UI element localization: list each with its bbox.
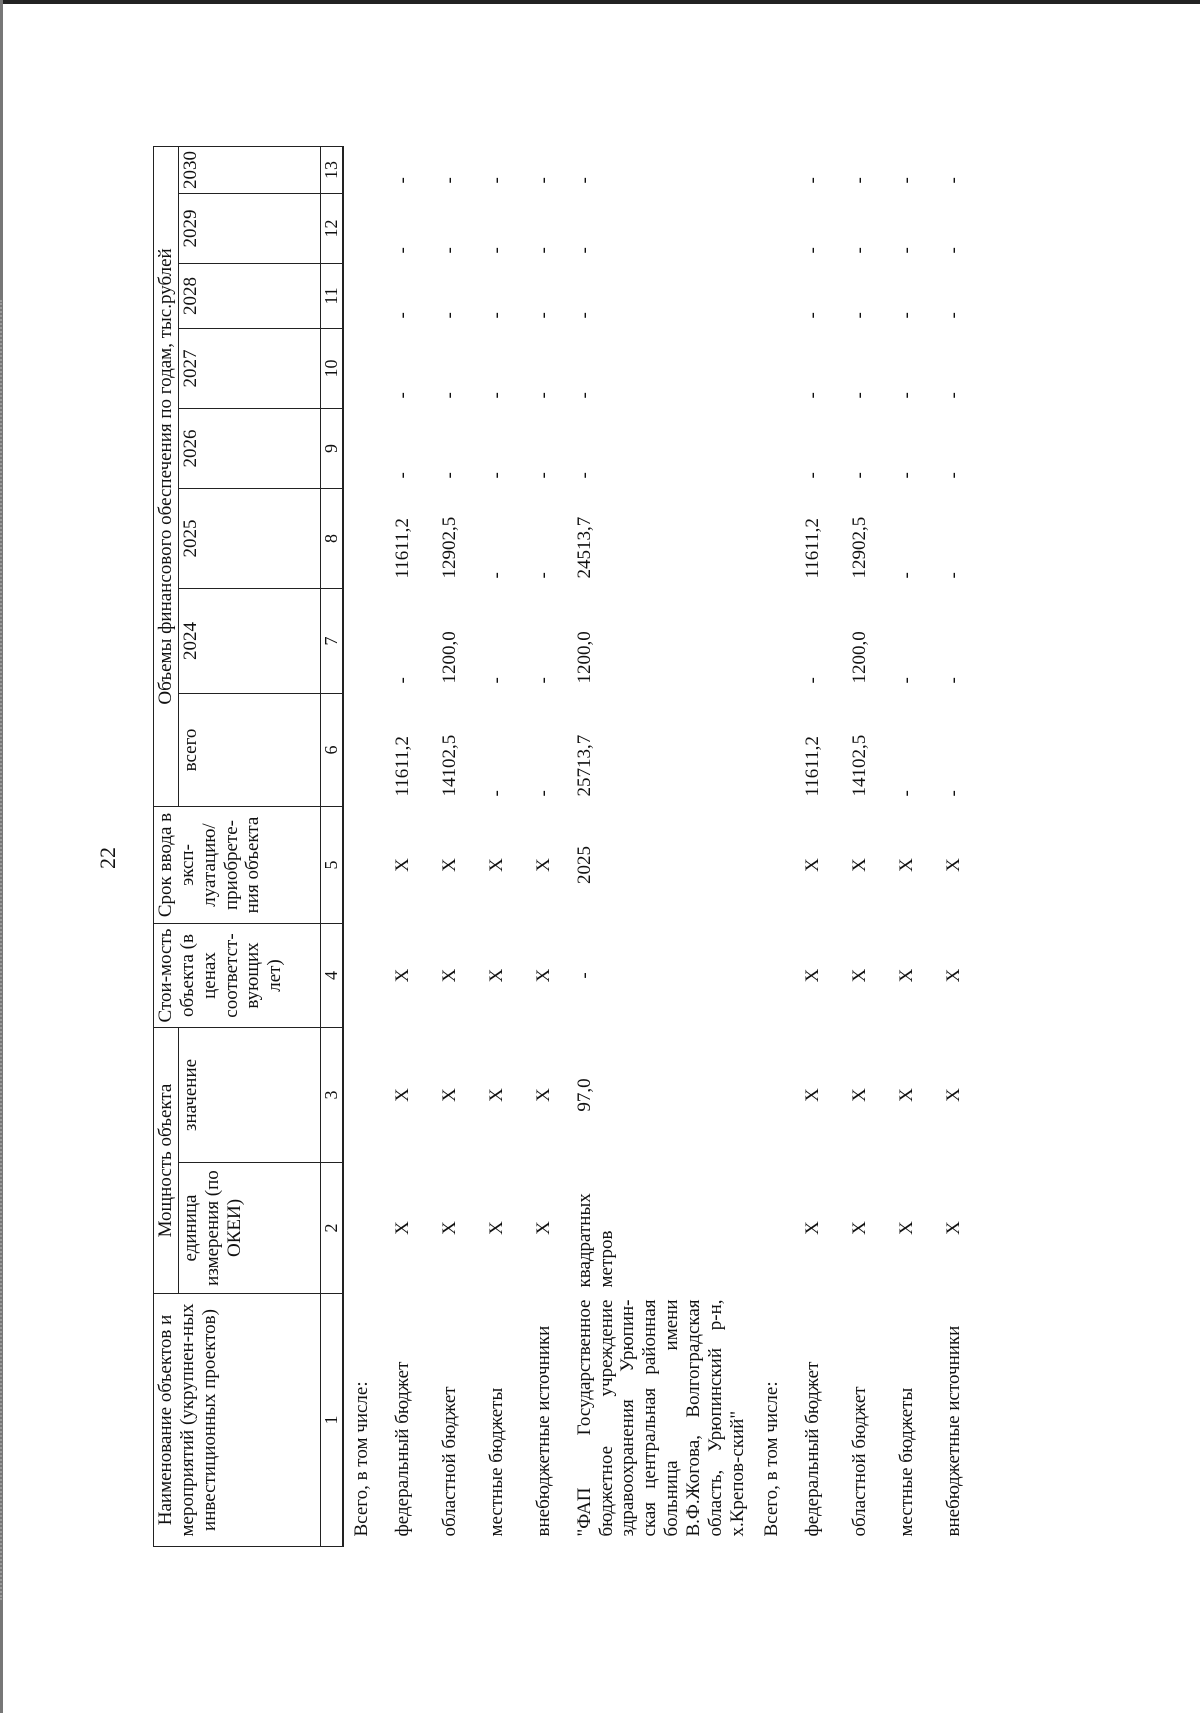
table-cell: X [849, 1088, 871, 1102]
table-cell: X [533, 968, 555, 983]
table-cell: - [943, 572, 965, 579]
table-row [931, 146, 978, 1546]
table-cell: X [943, 1088, 965, 1102]
header-year-2030: 2030 [179, 146, 321, 193]
table-body [343, 146, 978, 1546]
table-cell: X [439, 1221, 461, 1235]
table-cell: - [392, 312, 414, 319]
table-cell: - [533, 790, 555, 797]
table-cell: X [802, 968, 824, 983]
table-cell: - [896, 572, 918, 579]
header-year-2028: 2028 [179, 264, 321, 329]
table-cell: - [486, 677, 508, 684]
table-cell: X [849, 858, 871, 872]
table-row [837, 146, 884, 1546]
column-number: 3 [321, 1028, 343, 1163]
table-cell: - [573, 312, 595, 319]
row-name: Всего, в том числе: [350, 1381, 372, 1537]
table-cell: квадратных метров [573, 1193, 617, 1288]
table-cell [754, 146, 790, 193]
table-cell: - [533, 312, 555, 319]
table-cell [754, 1163, 790, 1294]
table-cell: - [849, 392, 871, 399]
table-cell: - [896, 312, 918, 319]
table-cell: X [439, 1088, 461, 1102]
table-row [427, 146, 474, 1546]
table-cell [343, 489, 380, 589]
table-row-subtotal [754, 146, 790, 1546]
table-cell: - [486, 177, 508, 184]
table-cell: X [896, 858, 918, 872]
table-cell: X [533, 1221, 555, 1235]
table-cell: - [439, 392, 461, 399]
column-number: 9 [321, 409, 343, 489]
table-cell: - [573, 392, 595, 399]
table-cell: - [486, 472, 508, 479]
table-cell: 14102,5 [849, 734, 871, 797]
table-cell: - [439, 177, 461, 184]
table-row [380, 146, 427, 1546]
row-name: внебюджетные источники [533, 1325, 555, 1537]
table-cell [343, 146, 380, 193]
row-name: местные бюджеты [486, 1387, 508, 1537]
table-cell [343, 264, 380, 329]
header-year-2024: 2024 [179, 589, 321, 694]
table-cell: - [533, 392, 555, 399]
table-cell: 12902,5 [849, 516, 871, 579]
header-finance-group: Объемы финансового обеспечения по годам, тыс.рублей [154, 146, 179, 806]
header-year-2025: 2025 [179, 489, 321, 589]
table-cell [343, 807, 380, 924]
table-cell: 11611,2 [392, 518, 414, 579]
row-name: федеральный бюджет [392, 1361, 414, 1537]
table-cell: X [896, 1221, 918, 1235]
column-number: 6 [321, 694, 343, 807]
table-cell [754, 194, 790, 264]
row-name: областной бюджет [849, 1386, 871, 1537]
table-cell: X [943, 968, 965, 983]
table-cell: - [439, 472, 461, 479]
header-object-name: Наименование объектов и мероприятий (укрупнен-ных инвестиционных проектов) [154, 1294, 321, 1547]
table-cell: - [533, 677, 555, 684]
table-cell: X [392, 858, 414, 872]
header-total: всего [179, 694, 321, 807]
table-cell: X [392, 1221, 414, 1235]
table-cell: X [486, 858, 508, 872]
table-cell: - [943, 677, 965, 684]
table-cell: - [573, 972, 595, 979]
table-cell: 11611,2 [802, 736, 824, 797]
table-cell: 97,0 [573, 1078, 595, 1112]
header-cost: Стои-мость объекта (в ценах соответст-вующих лет) [154, 924, 321, 1028]
table-cell: X [533, 1088, 555, 1102]
table-cell: X [896, 1088, 918, 1102]
table-cell: - [896, 677, 918, 684]
column-number: 10 [321, 329, 343, 409]
table-cell: X [802, 1221, 824, 1235]
table-cell: - [802, 677, 824, 684]
header-power-group: Мощность объекта [154, 1028, 179, 1294]
table-cell: X [392, 968, 414, 983]
table-cell: X [439, 858, 461, 872]
table-cell [754, 489, 790, 589]
table-cell [343, 1028, 380, 1163]
table-cell: - [486, 392, 508, 399]
table-cell: - [943, 312, 965, 319]
column-number: 11 [321, 264, 343, 329]
table-cell: X [486, 1221, 508, 1235]
column-number: 7 [321, 589, 343, 694]
table-cell [343, 694, 380, 807]
table-cell: 24513,7 [573, 516, 595, 579]
table-cell: - [802, 472, 824, 479]
table-cell: - [533, 247, 555, 254]
table-cell: - [849, 247, 871, 254]
table-row [790, 146, 837, 1546]
table-cell [343, 589, 380, 694]
table-cell: 11611,2 [802, 518, 824, 579]
table-cell: X [849, 1221, 871, 1235]
table-cell [754, 694, 790, 807]
column-number: 8 [321, 489, 343, 589]
column-number: 4 [321, 924, 343, 1028]
table-cell: 1200,0 [573, 631, 595, 684]
column-number: 12 [321, 194, 343, 264]
header-unit: единица измерения (по ОКЕИ) [179, 1163, 321, 1294]
header-value: значение [179, 1028, 321, 1163]
table-cell: - [802, 247, 824, 254]
table-cell: - [533, 572, 555, 579]
table-cell: X [486, 1088, 508, 1102]
table-cell: X [943, 1221, 965, 1235]
table-cell: X [802, 1088, 824, 1102]
table-cell: - [573, 247, 595, 254]
column-number: 2 [321, 1163, 343, 1294]
table-cell: - [802, 312, 824, 319]
table-cell: - [943, 472, 965, 479]
table-cell: - [896, 247, 918, 254]
table-row [474, 146, 521, 1546]
table-cell: X [802, 858, 824, 872]
table-cell: 25713,7 [573, 734, 595, 797]
table-cell [754, 1028, 790, 1163]
table-cell: X [486, 968, 508, 983]
table-cell: - [533, 177, 555, 184]
table-cell [343, 194, 380, 264]
table-cell [754, 807, 790, 924]
table-cell: - [943, 247, 965, 254]
table-row-subtotal [343, 146, 380, 1546]
table-cell: - [802, 177, 824, 184]
table-cell: X [849, 968, 871, 983]
table-cell: - [486, 790, 508, 797]
table-cell: - [849, 177, 871, 184]
column-number: 5 [321, 807, 343, 924]
header-year-2027: 2027 [179, 329, 321, 409]
table-cell: 1200,0 [439, 631, 461, 684]
table-cell: - [486, 312, 508, 319]
table-cell: - [896, 177, 918, 184]
table-cell: - [486, 572, 508, 579]
header-year-2026: 2026 [179, 409, 321, 489]
table-cell: X [943, 858, 965, 872]
row-name: местные бюджеты [896, 1387, 918, 1537]
row-name: федеральный бюджет [802, 1361, 824, 1537]
table-cell: - [439, 312, 461, 319]
table-row [884, 146, 931, 1546]
table-cell [754, 409, 790, 489]
table-cell: 11611,2 [392, 736, 414, 797]
table-cell [343, 409, 380, 489]
table-cell: - [573, 177, 595, 184]
table-cell: X [439, 968, 461, 983]
table-cell: X [533, 858, 555, 872]
header-year-2029: 2029 [179, 194, 321, 264]
table-cell [343, 1163, 380, 1294]
table-cell: - [896, 472, 918, 479]
row-name: "ФАП Государственное бюджетное учреждение здравоохранения Урюпин-ская центральная районная больница имени В.Ф.Жогова, Волгоградская область, Урюпинский р-н, х.Крепов-ский" [573, 1299, 748, 1537]
table-row [521, 146, 568, 1546]
table-cell [754, 329, 790, 409]
table-cell: 14102,5 [439, 734, 461, 797]
table-cell: - [392, 677, 414, 684]
table-cell: 2025 [573, 846, 595, 884]
table-cell: 1200,0 [849, 631, 871, 684]
header-term: Срок ввода в эксп-луатацию/ приобрете-ния объекта [154, 807, 321, 924]
row-name: Всего, в том числе: [760, 1381, 782, 1537]
table-cell: - [943, 790, 965, 797]
table-cell [754, 589, 790, 694]
table-cell: - [573, 472, 595, 479]
table-cell: - [533, 472, 555, 479]
table-cell [343, 329, 380, 409]
table-cell: - [849, 312, 871, 319]
table-cell: - [943, 392, 965, 399]
row-name: областной бюджет [439, 1386, 461, 1537]
table-cell [754, 924, 790, 1028]
table-cell: - [896, 790, 918, 797]
table-cell: X [896, 968, 918, 983]
column-number: 13 [321, 146, 343, 193]
table-cell: - [849, 472, 871, 479]
table-cell: X [392, 1088, 414, 1102]
table-cell: - [486, 247, 508, 254]
page-number: 22 [95, 847, 120, 869]
table-cell: 12902,5 [439, 516, 461, 579]
table-cell: - [392, 247, 414, 254]
table-cell: - [802, 392, 824, 399]
table-cell: - [896, 392, 918, 399]
table-cell: - [439, 247, 461, 254]
table-cell: - [943, 177, 965, 184]
column-number: 1 [321, 1294, 343, 1547]
financing-table [153, 146, 978, 1547]
table-cell: - [392, 177, 414, 184]
table-cell: - [392, 472, 414, 479]
row-name: внебюджетные источники [943, 1325, 965, 1537]
table-cell [343, 924, 380, 1028]
table-cell [754, 264, 790, 329]
table-cell: - [392, 392, 414, 399]
column-number-row [321, 146, 343, 1546]
table-row-object [568, 146, 754, 1546]
